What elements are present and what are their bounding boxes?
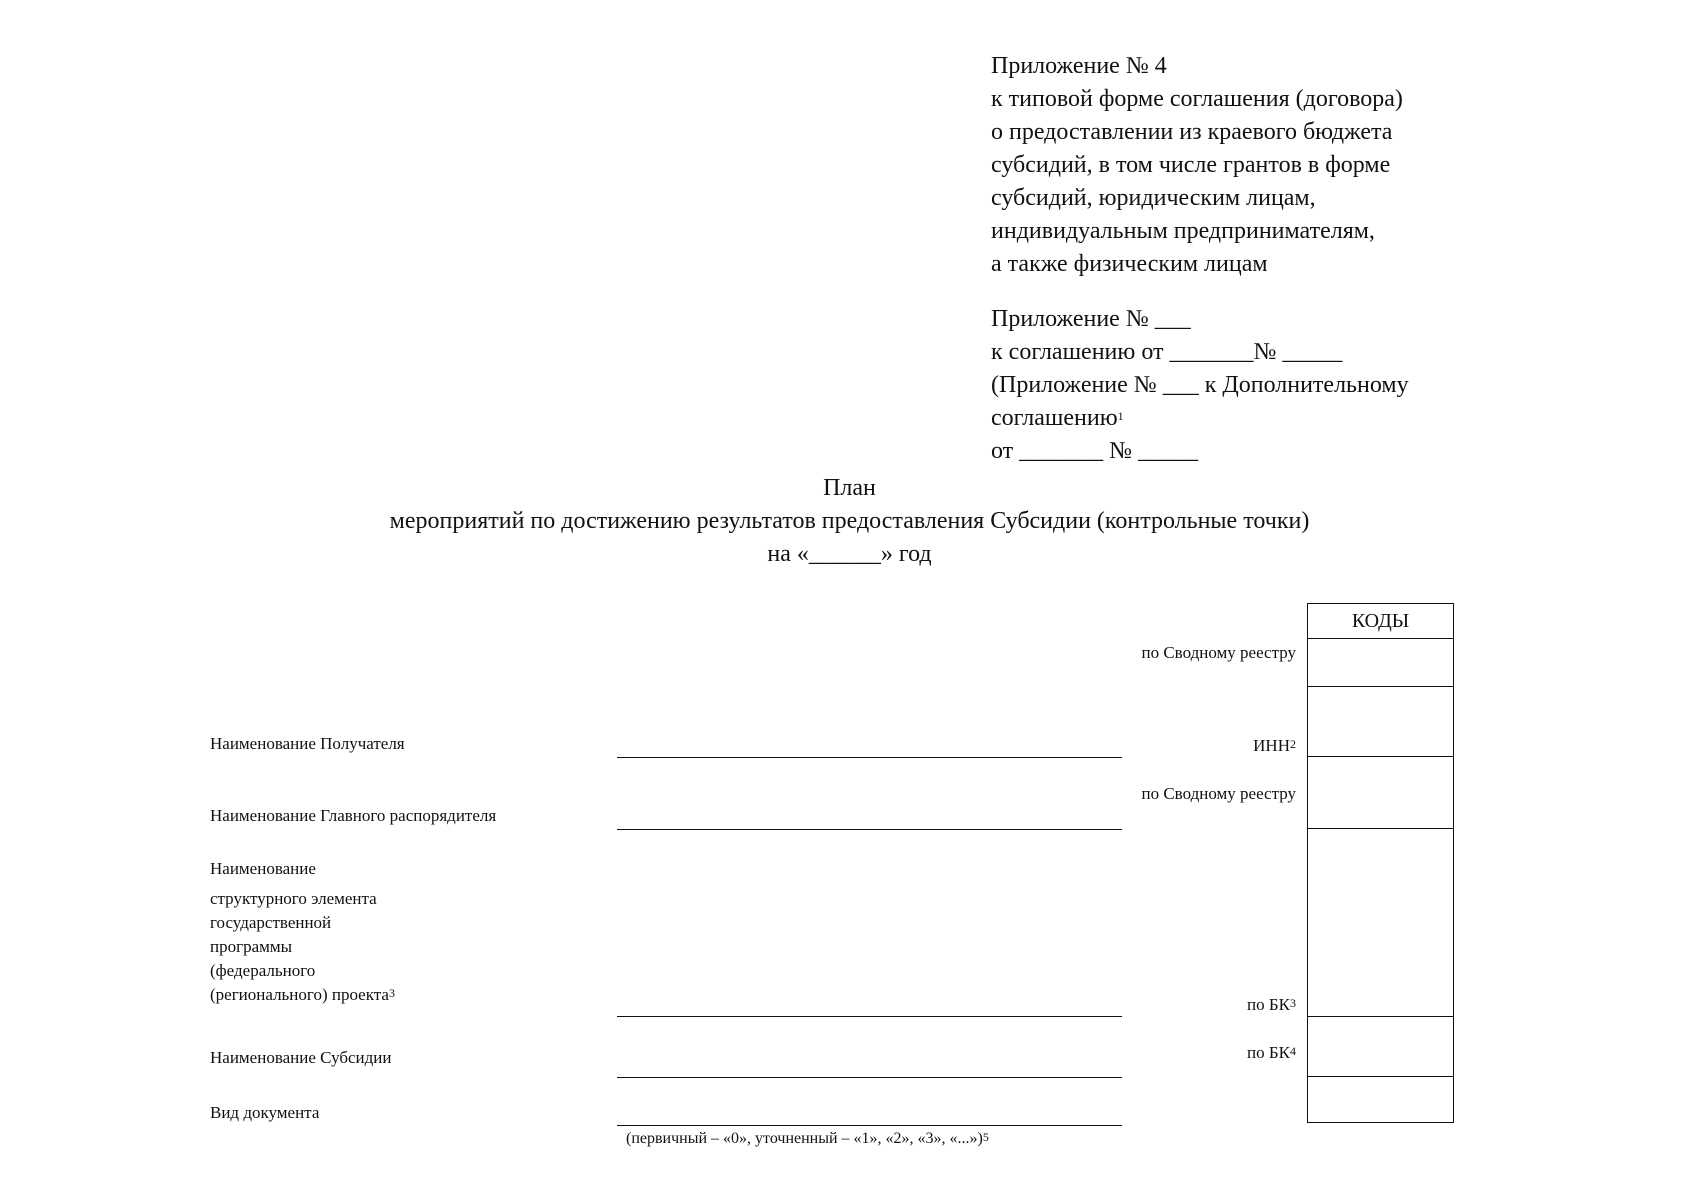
codes-separator <box>1307 638 1454 639</box>
inn-label <box>1096 734 1296 758</box>
agreement-annex-line4 <box>991 402 1551 435</box>
annex-line: к типовой форме соглашения (договора) <box>991 86 1403 112</box>
doc-type-note-text: (первичный – «0», уточненный – «1», «2», «3», «...») <box>626 1130 983 1147</box>
annex-line: а также физическим лицам <box>991 251 1268 277</box>
agreement-annex-line4-text: соглашению <box>991 405 1118 431</box>
annex-line: субсидий, в том числе грантов в форме <box>991 152 1391 178</box>
footnote-mark: 5 <box>982 1130 989 1144</box>
annex-line: о предоставлении из краевого бюджета <box>991 119 1393 145</box>
doc-type-note <box>626 1128 989 1150</box>
subsidy-fill-line[interactable] <box>617 1077 1122 1078</box>
bk-text-2: по БК <box>1247 1043 1290 1062</box>
subsidy-label: Наименование Субсидии <box>210 1048 392 1067</box>
codes-separator <box>1307 828 1454 829</box>
bk-text-1: по БК <box>1247 995 1290 1014</box>
agreement-annex <box>991 303 1551 468</box>
footnote-mark: 1 <box>1117 409 1124 423</box>
codes-separator <box>1307 1016 1454 1017</box>
bk-label-1 <box>1096 993 1296 1017</box>
annex-header <box>991 50 1551 281</box>
codes-table <box>1307 603 1454 1123</box>
structural-element-fill-line[interactable] <box>617 1016 1122 1017</box>
structural-line: структурного элемента <box>210 889 377 908</box>
codes-header: КОДЫ <box>1351 610 1410 632</box>
document-title <box>0 472 1699 571</box>
recipient-fill-line[interactable] <box>617 757 1122 758</box>
agreement-annex-line3: (Приложение № ___ к Дополнительному <box>991 372 1409 398</box>
doc-type-label: Вид документа <box>210 1103 320 1122</box>
codes-separator <box>1307 686 1454 687</box>
main-manager-fill-line[interactable] <box>617 829 1122 830</box>
annex-line: субсидий, юридическим лицам, <box>991 185 1316 211</box>
annex-line: индивидуальным предпринимателям, <box>991 218 1375 244</box>
svod-reestr-label-1: по Сводному реестру <box>1141 643 1296 662</box>
structural-line-text: (регионального) проекта <box>210 985 389 1004</box>
structural-line: программы <box>210 937 293 956</box>
title-line1: План <box>823 475 876 501</box>
codes-separator <box>1307 756 1454 757</box>
recipient-label: Наименование Получателя <box>210 734 405 753</box>
main-manager-label: Наименование Главного распорядителя <box>210 806 497 825</box>
structural-line: государственной <box>210 913 332 932</box>
structural-line <box>210 983 395 1007</box>
agreement-annex-line5: от _______ № _____ <box>991 438 1199 464</box>
agreement-annex-line2: к соглашению от _______№ _____ <box>991 339 1343 365</box>
structural-line: (федерального <box>210 961 316 980</box>
title-line2: мероприятий по достижению результатов предоставления Субсидии (контрольные точки) <box>389 508 1310 534</box>
footnote-mark: 3 <box>388 986 395 1000</box>
structural-element-label <box>210 857 395 1007</box>
codes-separator <box>1307 1076 1454 1077</box>
footnote-mark: 4 <box>1290 1044 1296 1058</box>
agreement-annex-line1: Приложение № ___ <box>991 306 1191 332</box>
annex-line: Приложение № 4 <box>991 53 1167 79</box>
doc-type-fill-line[interactable] <box>617 1125 1122 1126</box>
footnote-mark: 3 <box>1290 996 1296 1010</box>
title-line3: на «______» год <box>767 541 932 567</box>
footnote-mark: 2 <box>1290 737 1296 751</box>
inn-text: ИНН <box>1253 736 1290 755</box>
bk-label-2 <box>1096 1041 1296 1065</box>
svod-reestr-label-2: по Сводному реестру <box>1141 784 1296 803</box>
structural-line: Наименование <box>210 859 316 878</box>
